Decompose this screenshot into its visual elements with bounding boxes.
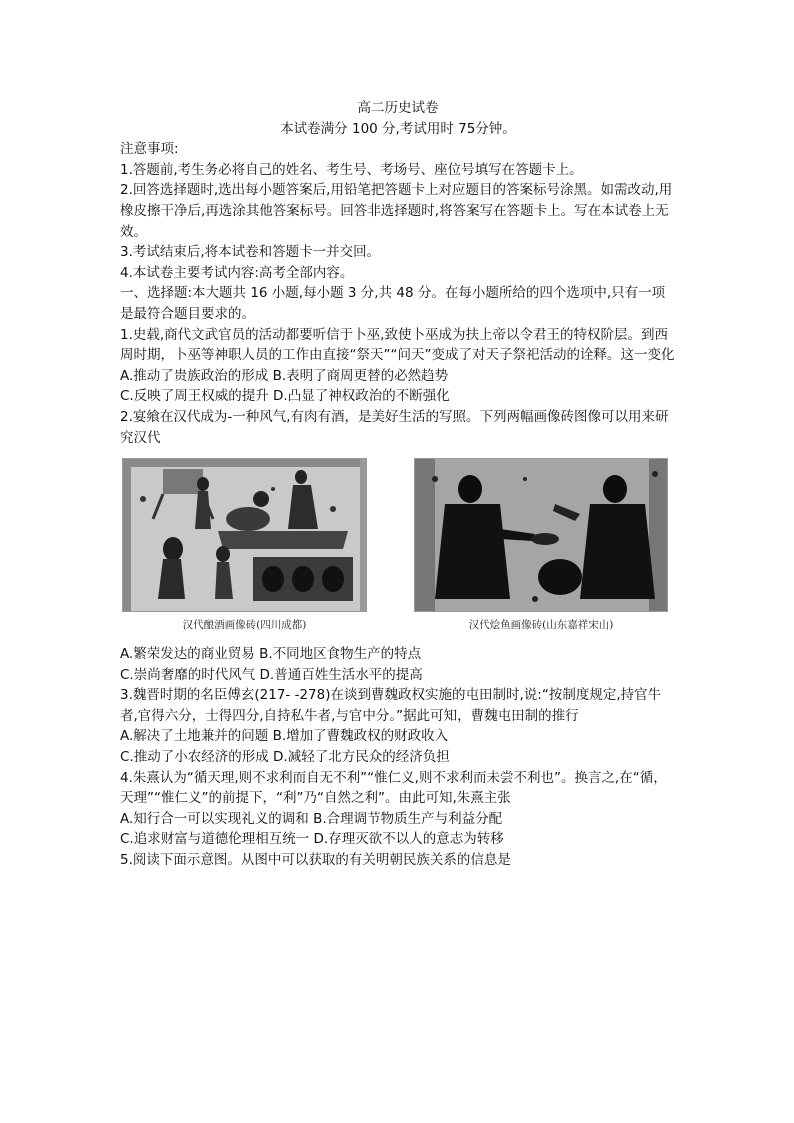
fish-brick-caption: 汉代烩鱼画像砖(山东嘉祥宋山) [468, 619, 614, 632]
question-4-options-cd: C.追求财富与道德伦理相互统一 D.存理灭欲不以人的意志为转移 [120, 831, 504, 848]
question-3-options-ab: A.解决了土地兼并的问题 B.增加了曹魏政权的财政收入 [120, 728, 449, 745]
question-2-stem: 2.宴飨在汉代成为-一种风气,有肉有酒，是美好生活的写照。下列两幅画像砖图像可以用来研究汉代 [120, 408, 669, 446]
fish-brick-figure [414, 458, 668, 636]
question-1-options-cd: C.反映了周王权威的提升 D.凸显了神权政治的不断强化 [120, 388, 450, 405]
fish-brick-image [414, 458, 668, 612]
notice-heading: 注意事项: [120, 141, 179, 158]
section-instruction: 一、选择题:本大题共 16 小题,每小题 3 分,共 48 分。在每小题所给的四个选项中,只有一项是最符合题目要求的。 [120, 285, 666, 322]
notice-item-2: 2.回答选择题时,选出每小题答案后,用铅笔把答题卡上对应题目的答案标号涂黑。如需改动,用橡皮擦干净后,再选涂其他答案标号。回答非选择题时,将答案写在答题卡上。写在本试卷上无效。 [120, 182, 673, 240]
brewing-scene-rubbing [123, 459, 367, 611]
question-2-options-cd: C.崇尚奢靡的时代风气 D.普通百姓生活水平的提高 [120, 666, 423, 683]
question-1-stem: 1.史载,商代文武官员的活动都要听信于卜巫,致使卜巫成为扶上帝以令君王的特权阶层。到西周时期，卜巫等神职人员的工作由直接“祭天”“问天”变成了对天子祭祀活动的诠释。这一变化 [120, 326, 675, 364]
question-4-options-ab: A.知行合一可以实现礼义的调和 B.合理调节物质生产与利益分配 [120, 810, 503, 827]
question-2-options-ab: A.繁荣发达的商业贸易 B.不同地区食物生产的特点 [120, 646, 422, 663]
notice-item-1: 1.答题前,考生务必将自己的姓名、考生号、考场号、座位号填写在答题卡上。 [120, 161, 583, 178]
page-subtitle: 本试卷满分 100 分,考试用时 75分钟。 [280, 120, 516, 137]
brewing-brick-figure [122, 458, 367, 636]
page-title: 高二历史试卷 [357, 100, 439, 116]
notice-item-4: 4.本试卷主要考试内容:高考全部内容。 [120, 264, 354, 281]
brewing-brick-image [122, 458, 367, 612]
fish-cooking-rubbing [415, 459, 668, 611]
brewing-brick-caption: 汉代酿酒画像砖(四川成都) [182, 619, 307, 632]
question-4-stem: 4.朱熹认为“循天理,则不求利而自无不利”“惟仁义,则不求利而未尝不利也”。换言之,在“循，天理”“惟仁义”的前提下，“利”乃“自然之利”。由此可知,朱熹主张 [120, 769, 667, 807]
question-3-options-cd: C.推动了小农经济的形成 D.减轻了北方民众的经济负担 [120, 749, 450, 766]
question-1-options-ab: A.推动了贵族政治的形成 B.表明了商周更替的必然趋势 [120, 367, 449, 384]
exam-content [120, 98, 676, 871]
question-2-images [120, 458, 676, 638]
question-5-stem: 5.阅读下面示意图。从图中可以获取的有关明朝民族关系的信息是 [120, 852, 511, 869]
question-3-stem: 3.魏晋时期的名臣傅玄(217- -278)在谈到曹魏政权实施的屯田制时,说:“按制度规定,持官牛者,官得六分，士得四分,自持私牛者,与官中分。”据此可知，曹魏屯田制的推行 [120, 687, 662, 724]
notice-item-3: 3.考试结束后,将本试卷和答题卡一并交回。 [120, 244, 381, 261]
